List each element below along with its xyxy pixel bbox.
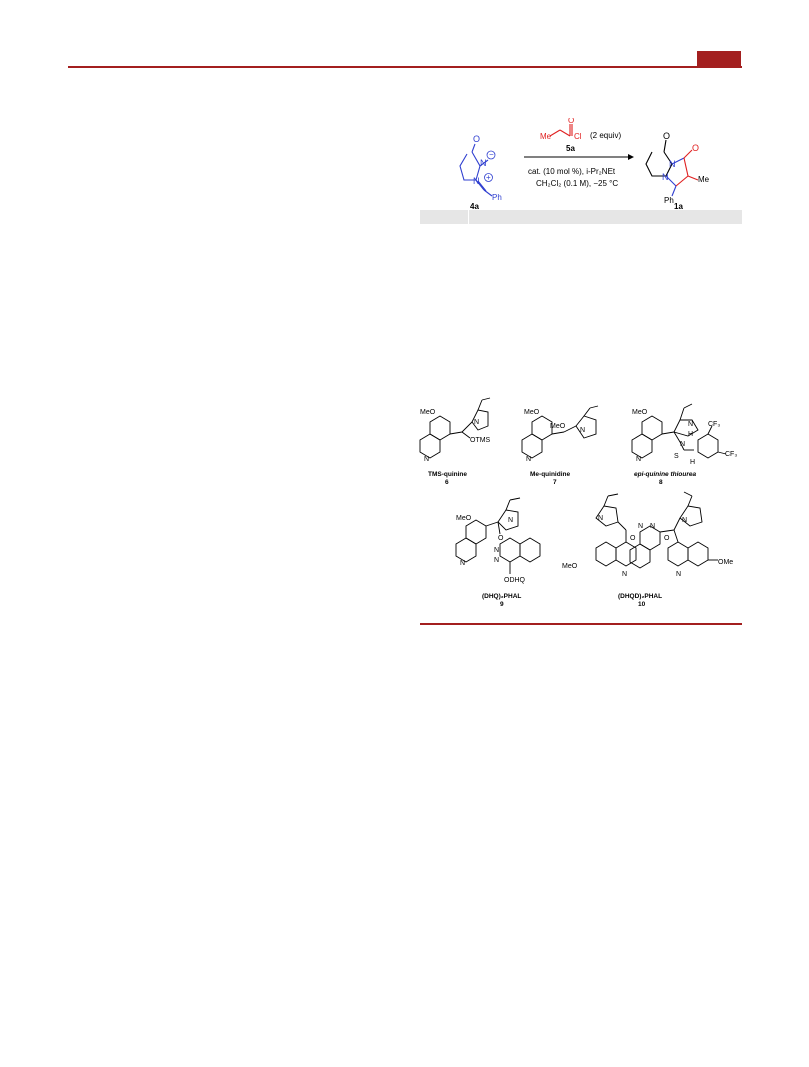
catalyst-8-label-n1: N [636, 456, 642, 463]
start-charge-pos: + [486, 173, 491, 182]
catalyst-8-label-h1: H [688, 431, 694, 438]
catalyst-8-label-h2: H [690, 459, 696, 466]
catalyst-10-label-o1: O [630, 535, 636, 542]
catalyst-9-label-n2: N [508, 517, 514, 524]
product-atom-n1: N [669, 159, 676, 169]
catalyst-10-number: 10 [638, 601, 646, 608]
start-atom-o: O [473, 134, 481, 144]
start-charge-neg: − [489, 150, 494, 159]
product-group-me: Me [698, 175, 710, 184]
catalyst-6-structure [420, 398, 490, 458]
conditions-line1: cat. (10 mol %), i-Pr₂NEt [528, 167, 616, 176]
catalyst-9-label-n4: N [494, 557, 500, 564]
catalyst-8-label-n3: N [680, 441, 686, 448]
catalyst-10-label-meo: MeO [562, 563, 578, 570]
catalyst-10-name: (DHQD)₂PHAL [618, 593, 663, 600]
reagent-equiv: (2 equiv) [590, 131, 622, 140]
catalyst-10-label-n1: N [598, 515, 604, 522]
product-atom-n2: N [662, 172, 669, 182]
arrow-head [628, 154, 634, 160]
header-rule [68, 66, 742, 68]
catalyst-9-label-n3: N [494, 547, 500, 554]
catalyst-7-label-meo2: MeO [550, 423, 566, 430]
catalyst-8-label-s: S [674, 453, 679, 460]
catalyst-10-structure [596, 492, 718, 568]
catalyst-9-label-o: O [498, 535, 504, 542]
catalyst-6-label-n2: N [474, 419, 480, 426]
catalyst-7-name: Me-quinidine [530, 471, 571, 478]
reagent-atom-cl: Cl [574, 132, 582, 141]
catalyst-9-number: 9 [500, 601, 504, 608]
product-group-ph: Ph [664, 196, 674, 205]
catalyst-7-label-n1: N [526, 456, 532, 463]
start-structure [460, 144, 492, 196]
catalyst-8-name: epi-quinine thiourea [634, 471, 697, 478]
catalyst-8-label-cf3-2: CF₃ [725, 451, 738, 458]
conditions-line2: CH₂Cl₂ (0.1 M), −25 °C [536, 179, 619, 188]
catalyst-7-number: 7 [553, 479, 557, 486]
catalyst-figure [412, 392, 742, 622]
reagent-atom-o: O [568, 118, 575, 125]
catalyst-7-label-n2: N [580, 427, 586, 434]
header-tab [697, 51, 741, 66]
start-atom-n2: N [480, 158, 487, 168]
catalyst-9-label-odhq: ODHQ [504, 577, 525, 584]
catalyst-8-number: 8 [659, 479, 663, 486]
product-atom-o2: O [692, 143, 700, 153]
catalyst-6-number: 6 [445, 479, 449, 486]
catalyst-9-name: (DHQ)₂PHAL [482, 593, 522, 600]
table-header-divider [468, 210, 469, 224]
reaction-scheme [420, 118, 742, 210]
start-group-ph: Ph [492, 193, 502, 202]
catalyst-9-label-n1: N [460, 560, 466, 567]
catalyst-8-label-meo: MeO [632, 409, 648, 416]
catalyst-10-label-n3: N [638, 523, 644, 530]
catalyst-9-label-meo: MeO [456, 515, 472, 522]
figure-bottom-rule [420, 623, 742, 625]
catalyst-6-name: TMS-quinine [428, 471, 467, 478]
catalyst-10-label-o2: O [664, 535, 670, 542]
reagent-structure [550, 124, 572, 136]
catalyst-10-label-n4: N [650, 523, 656, 530]
catalyst-6-label-meo: MeO [420, 409, 436, 416]
catalyst-10-label-n5: N [682, 517, 688, 524]
catalyst-8-label-n2: N [688, 421, 694, 428]
reagent-group-me: Me [540, 132, 552, 141]
catalyst-10-label-n2: N [622, 571, 628, 578]
start-label: 4a [470, 202, 479, 210]
product-label: 1a [674, 202, 683, 210]
catalyst-10-label-ome: OMe [718, 559, 734, 566]
reagent-name: 5a [566, 144, 575, 153]
catalyst-6-label-n1: N [424, 456, 430, 463]
start-atom-n1: N [473, 176, 480, 186]
catalyst-6-label-otms: OTMS [470, 437, 491, 444]
product-atom-o1: O [663, 131, 671, 141]
catalyst-8-label-cf3-1: CF₃ [708, 421, 721, 428]
catalyst-10-label-n6: N [676, 571, 682, 578]
catalyst-7-label-meo1: MeO [524, 409, 540, 416]
